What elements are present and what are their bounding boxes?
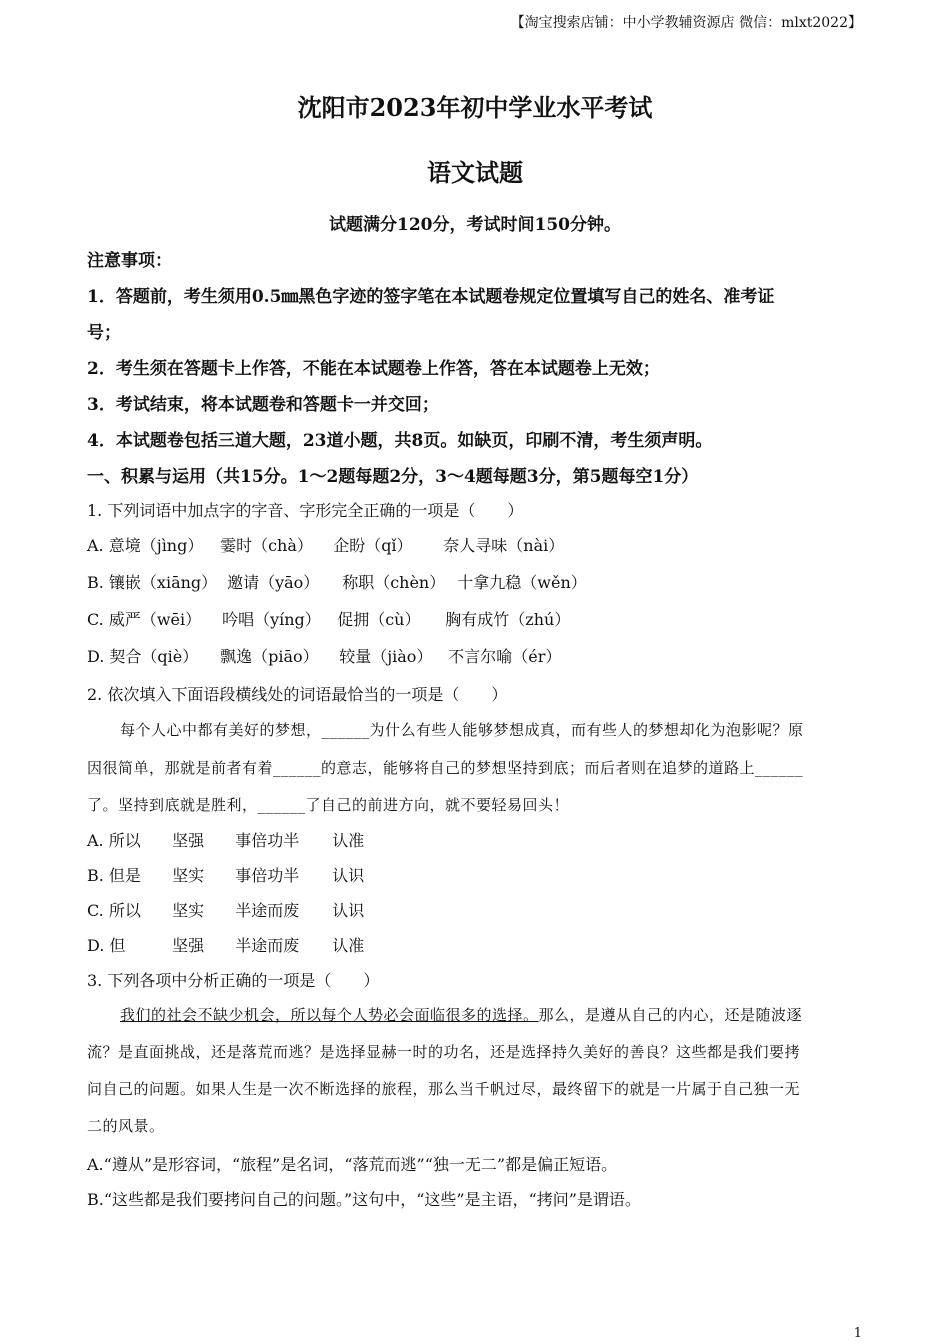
option-cell: 十拿九稳（wěn）: [457, 573, 587, 592]
option-row: [87, 898, 364, 921]
option-cell: 企盼（qǐ）: [333, 536, 413, 555]
notice-item: 2．考生须在答题卡上作答，不能在本试题卷上作答，答在本试题卷上无效；: [87, 359, 660, 379]
shop-note: 【淘宝搜索店铺：中小学教辅资源店 微信：mlxt2022】: [510, 15, 862, 31]
option-row: [87, 607, 570, 630]
option-cell: 半途而废: [235, 936, 300, 955]
subject-title: 语文试题: [427, 158, 523, 187]
page-number: 1: [853, 1326, 862, 1341]
option-cell: 称职（chèn）: [342, 573, 446, 592]
option-cell: A. 所以: [87, 831, 141, 850]
option-text: A.“遵从”是形容词，“旅程”是名词，“落荒而逃”“独一无二”都是偏正短语。: [87, 1155, 618, 1174]
option-cell: 坚实: [172, 901, 205, 920]
exam-title: 沈阳市2023年初中学业水平考试: [297, 93, 653, 122]
option-cell: D. 但: [87, 936, 126, 955]
passage-line: [120, 1004, 802, 1025]
option-row: [87, 828, 364, 851]
option-cell: 飘逸（piāo）: [220, 647, 319, 666]
option-cell: B. 镶嵌（xiāng）: [87, 573, 218, 592]
option-cell: 半途而废: [235, 901, 300, 920]
option-cell: 事倍功半: [235, 866, 300, 885]
option-cell: 坚实: [172, 866, 205, 885]
option-cell: 吟唱（yíng）: [222, 610, 321, 629]
option-cell: 坚强: [172, 831, 205, 850]
option-cell: 事倍功半: [235, 831, 300, 850]
notice-item: 号；: [87, 323, 121, 343]
passage-line: 因很简单，那就是前者有着______的意志，能够将自己的梦想坚持到底；而后者则在追梦的道路上______: [87, 759, 804, 777]
notice-item: 4．本试题卷包括三道大题，23道小题，共8页。如缺页，印刷不清，考生须声明。: [87, 431, 713, 451]
question-stem: 3. 下列各项中分析正确的一项是（ ）: [87, 971, 380, 990]
option-cell: 促拥（cù）: [337, 610, 421, 629]
passage-line: 了。坚持到底就是胜利，______了自己的前进方向，就不要轻易回头！: [87, 796, 570, 814]
option-row: [87, 533, 564, 556]
option-cell: 认识: [332, 866, 365, 885]
notice-item: 3．考试结束，将本试题卷和答题卡一并交回；: [87, 395, 439, 415]
passage-line: 二的风景。: [87, 1117, 165, 1135]
passage-line: 问自己的问题。如果人生是一次不断选择的旅程，那么当千帆过尽，最终留下的就是一片属于自己独一无: [87, 1080, 801, 1098]
passage-line: 流？是直面挑战，还是落荒而逃？是选择显赫一时的功名，还是选择持久美好的善良？这些都是我们要拷: [87, 1043, 801, 1061]
underlined-sentence: 我们的社会不缺少机会，所以每个人势必会面临很多的选择。: [120, 1006, 539, 1024]
option-cell: C. 所以: [87, 901, 141, 920]
option-cell: 认识: [332, 901, 365, 920]
option-cell: C. 威严（wēi）: [87, 610, 202, 629]
option-cell: 胸有成竹（zhú）: [445, 610, 571, 629]
question-stem: 2. 依次填入下面语段横线处的词语最恰当的一项是（ ）: [87, 685, 508, 704]
option-row: [87, 863, 364, 886]
notice-heading: 注意事项：: [87, 251, 172, 271]
passage-text: 那么，是遵从自己的内心，还是随波逐: [538, 1006, 803, 1024]
option-row: [87, 570, 587, 593]
option-cell: 认准: [332, 831, 365, 850]
option-cell: 邀请（yāo）: [227, 573, 320, 592]
option-cell: D. 契合（qiè）: [87, 647, 199, 666]
option-cell: 霎时（chà）: [220, 536, 313, 555]
section-title: 一、积累与运用（共15分。1～2题每题2分，3～4题每题3分，第5题每空1分）: [87, 467, 699, 487]
notice-item: 1．答题前，考生须用0.5㎜黑色字迹的签字笔在本试题卷规定位置填写自己的姓名、准考证: [87, 287, 775, 307]
option-cell: A. 意境（jìng）: [87, 536, 204, 555]
option-cell: 不言尔喻（ér）: [448, 647, 562, 666]
option-cell: 较量（jiào）: [339, 647, 433, 666]
passage-line: 每个人心中都有美好的梦想，______为什么有些人能够梦想成真，而有些人的梦想却化为泡影呢？原: [120, 721, 804, 739]
option-cell: 奈人寻味（nài）: [443, 536, 565, 555]
option-row: [87, 644, 561, 667]
option-row: [87, 933, 364, 956]
option-cell: 认准: [332, 936, 365, 955]
exam-info: 试题满分120分，考试时间150分钟。: [329, 215, 621, 235]
option-cell: B. 但是: [87, 866, 141, 885]
option-text: B.“这些都是我们要拷问自己的问题。”这句中，“这些”是主语，“拷问”是谓语。: [87, 1190, 641, 1209]
question-stem: 1. 下列词语中加点字的字音、字形完全正确的一项是（ ）: [87, 501, 524, 520]
option-cell: 坚强: [172, 936, 205, 955]
